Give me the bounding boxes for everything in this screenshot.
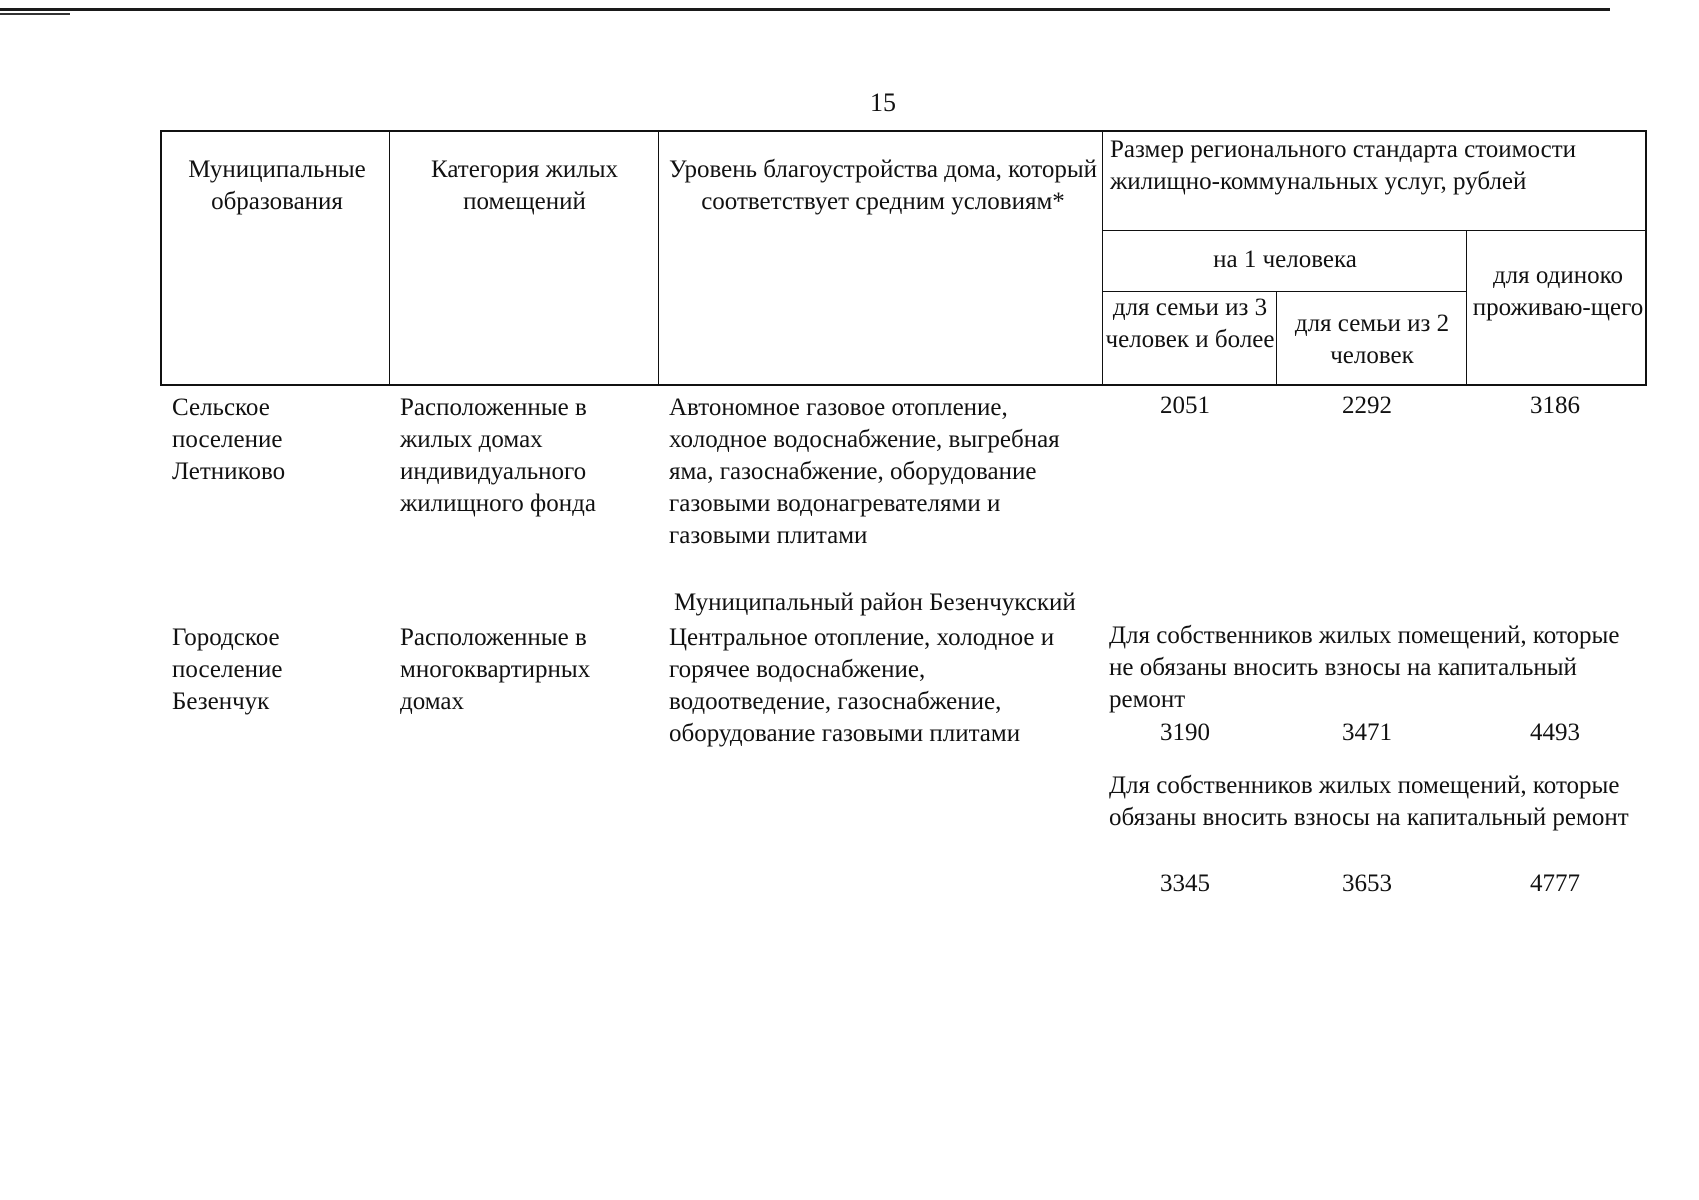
- row2-amenities: Центральное отопление, холодное и горячее водоснабжение, водоотведение, газоснабжение, оборудование газовыми плитами: [669, 624, 1055, 747]
- page-number: 15: [870, 88, 896, 117]
- header-standard-size: Размер регионального стандарта стоимости жилищно-коммунальных услуг, рублей: [1110, 136, 1577, 195]
- row1-value-family3: 2051: [1160, 392, 1210, 419]
- header-single: для одиноко проживаю-щего: [1472, 262, 1644, 321]
- row2-group1-value-family3: 3190: [1160, 719, 1210, 746]
- row2-category: Расположенные в многоквартирных домах: [400, 624, 591, 715]
- header-municipalities: Муниципальные образования: [188, 156, 366, 215]
- row1-value-family2: 2292: [1342, 392, 1392, 419]
- scan-top-border: [0, 8, 1610, 11]
- header-divider: [1102, 132, 1103, 384]
- header-divider: [658, 132, 659, 384]
- row2-group2-label: Для собственников жилых помещений, которые обязаны вносить взносы на капитальный ремонт: [1109, 772, 1629, 831]
- header-divider: [1276, 291, 1277, 384]
- header-divider: [389, 132, 390, 384]
- header-category: Категория жилых помещений: [431, 156, 618, 215]
- row2-group2-value-single: 4777: [1530, 870, 1580, 897]
- header-family-3: для семьи из 3 человек и более: [1105, 294, 1275, 353]
- header-amenities: Уровень благоустройства дома, который соответствует средним условиям*: [669, 156, 1097, 215]
- table-header: [160, 130, 1647, 386]
- row2-group2-value-family2: 3653: [1342, 870, 1392, 897]
- header-per-person: на 1 человека: [1213, 246, 1357, 273]
- header-divider: [1466, 230, 1467, 384]
- row1-municipality: Сельское поселение Летниково: [172, 394, 286, 485]
- scan-top-border-fragment: [0, 13, 70, 15]
- row2-group1-value-family2: 3471: [1342, 719, 1392, 746]
- row2-group1-label: Для собственников жилых помещений, которые не обязаны вносить взносы на капитальный ремонт: [1109, 622, 1620, 713]
- row1-value-single: 3186: [1530, 392, 1580, 419]
- district-heading: Муниципальный район Безенчукский: [674, 589, 1076, 616]
- row2-group1-value-single: 4493: [1530, 719, 1580, 746]
- header-divider: [1102, 230, 1645, 231]
- row2-municipality: Городское поселение Безенчук: [172, 624, 283, 715]
- row2-group2-value-family3: 3345: [1160, 870, 1210, 897]
- header-family-2: для семьи из 2 человек: [1294, 310, 1450, 369]
- row1-amenities: Автономное газовое отопление, холодное водоснабжение, выгребная яма, газоснабжение, оборудование газовыми водонагревателями и газовыми плитами: [669, 394, 1060, 549]
- row1-category: Расположенные в жилых домах индивидуального жилищного фонда: [400, 394, 596, 517]
